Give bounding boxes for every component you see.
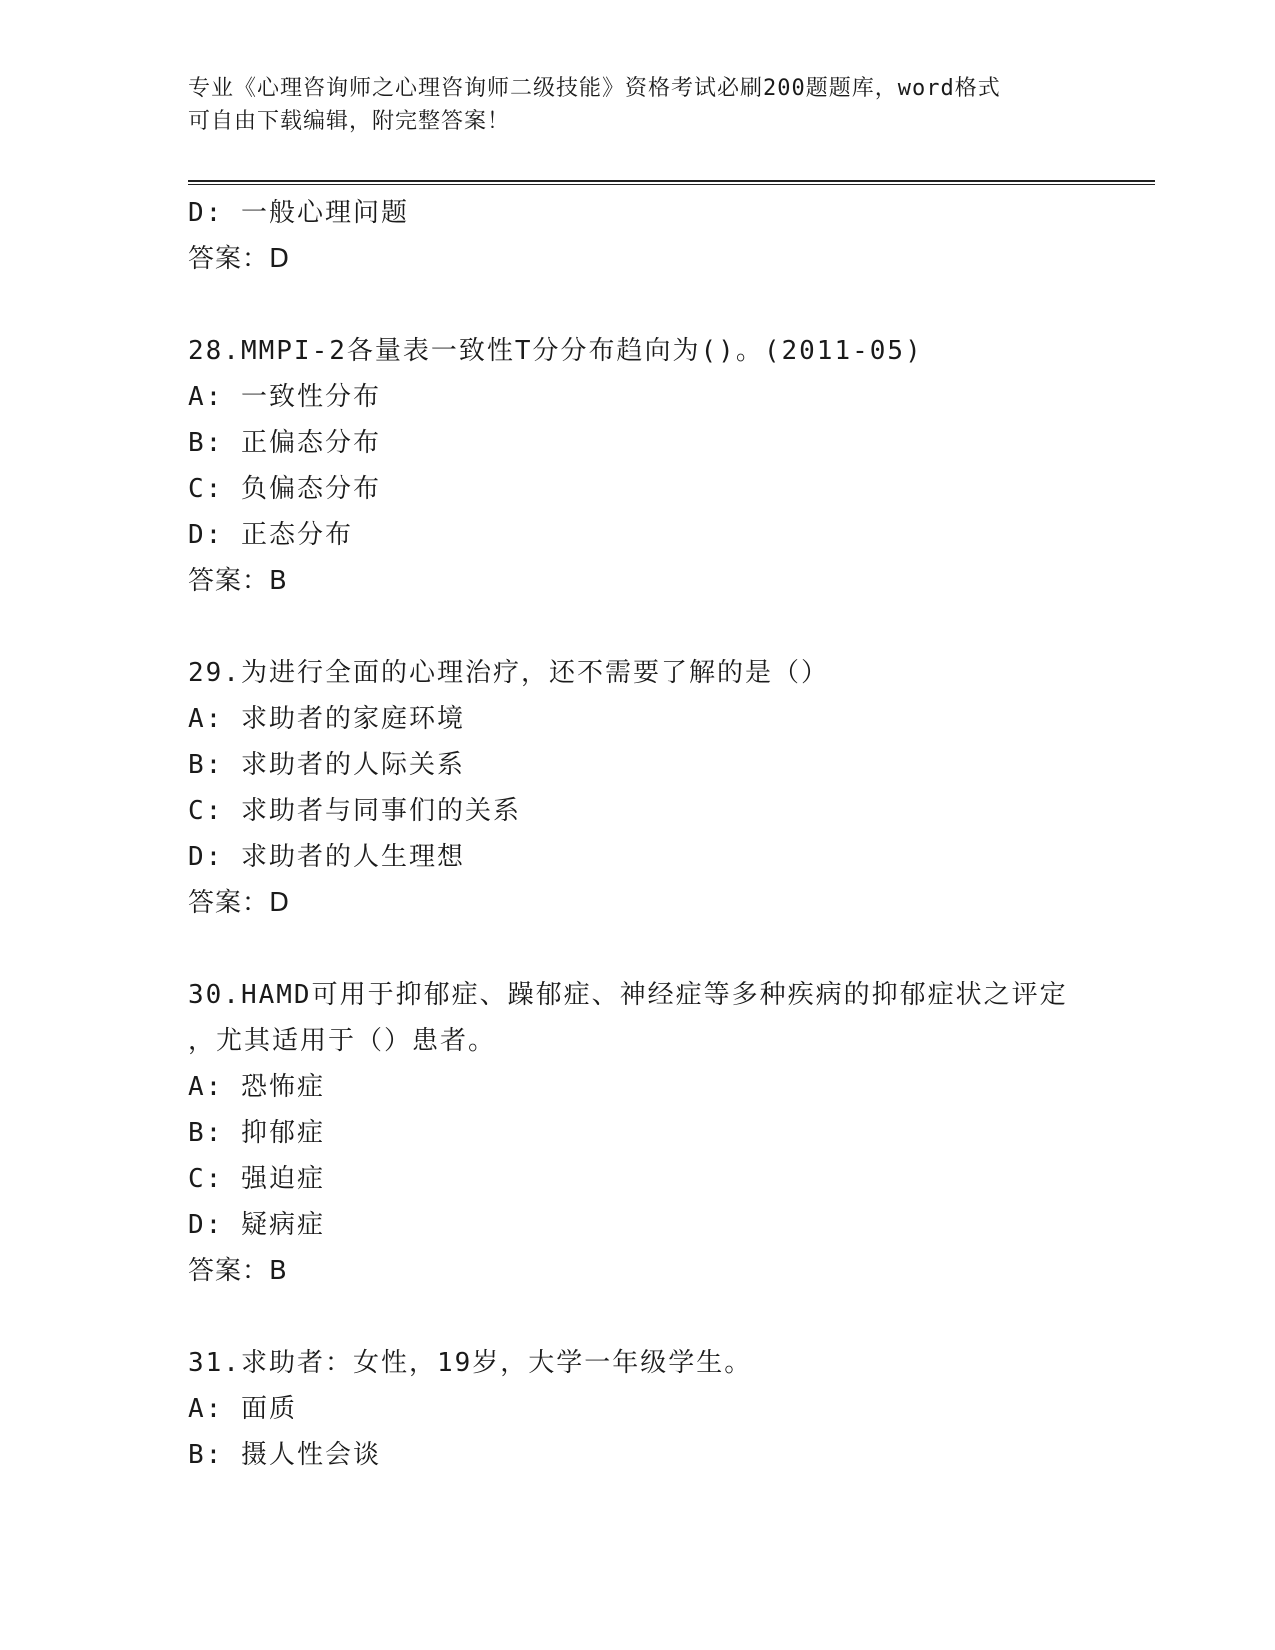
header-rule-thick <box>188 180 1155 182</box>
option-b: B: 正偏态分布 <box>188 428 381 458</box>
option-d: D: 疑病症 <box>188 1210 325 1240</box>
option-a: A: 恐怖症 <box>188 1072 325 1102</box>
answer-line: 答案：D <box>188 244 291 274</box>
answer-line: 答案：D <box>188 888 291 918</box>
header-line-1: 专业《心理咨询师之心理咨询师二级技能》资格考试必刷200题题库，word格式 <box>188 76 1001 101</box>
option-a: A: 面质 <box>188 1394 297 1424</box>
option-c: C: 强迫症 <box>188 1164 325 1194</box>
option-b: B: 求助者的人际关系 <box>188 750 465 780</box>
page-header <box>188 72 1088 138</box>
option-d: D: 正态分布 <box>188 520 353 550</box>
question-stem: 31.求助者：女性，19岁，大学一年级学生。 <box>188 1348 753 1378</box>
answer-line: 答案：B <box>188 566 288 596</box>
question-stem-continued: ，尤其适用于（）患者。 <box>188 1026 497 1056</box>
header-line-2: 可自由下载编辑，附完整答案！ <box>188 109 511 134</box>
option-c: C: 负偏态分布 <box>188 474 381 504</box>
question-list <box>188 190 1148 1478</box>
answer-line: 答案：B <box>188 1256 288 1286</box>
option-b: B: 摄人性会谈 <box>188 1440 381 1470</box>
question-stem: 29.为进行全面的心理治疗，还不需要了解的是（） <box>188 658 829 688</box>
question-stem: 30.HAMD可用于抑郁症、躁郁症、神经症等多种疾病的抑郁症状之评定 <box>188 980 1068 1010</box>
header-rule-thin <box>188 184 1155 185</box>
option-c: C: 求助者与同事们的关系 <box>188 796 521 826</box>
option-d: D: 一般心理问题 <box>188 198 409 228</box>
option-a: A: 求助者的家庭环境 <box>188 704 465 734</box>
option-d: D: 求助者的人生理想 <box>188 842 465 872</box>
option-b: B: 抑郁症 <box>188 1118 325 1148</box>
option-a: A: 一致性分布 <box>188 382 381 412</box>
question-stem: 28.MMPI-2各量表一致性T分分布趋向为()。(2011-05) <box>188 336 923 366</box>
